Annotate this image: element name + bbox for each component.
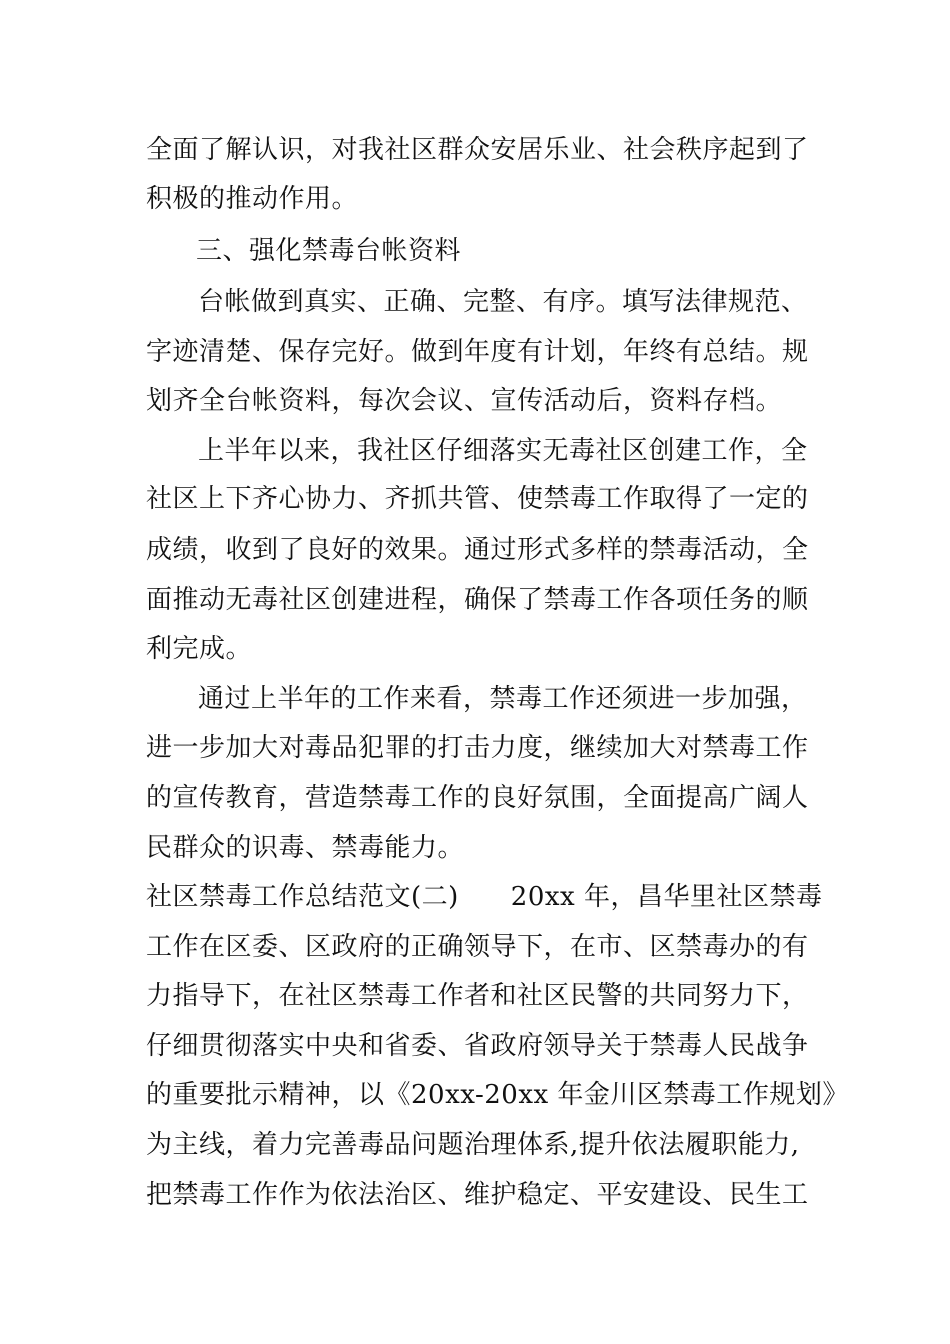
text-line: 进一步加大对毒品犯罪的打击力度，继续加大对禁毒工作 bbox=[146, 733, 809, 763]
text-line: 社区上下齐心协力、齐抓共管、使禁毒工作取得了一定的 bbox=[146, 484, 809, 514]
text-line: 的重要批示精神，以《20xx-20xx 年金川区禁毒工作规划》 bbox=[146, 1080, 849, 1110]
text-line: 上半年以来，我社区仔细落实无毒社区创建工作，全 bbox=[198, 436, 808, 466]
article-title: 社区禁毒工作总结范文(二) bbox=[146, 882, 459, 912]
text-line: 积极的推动作用。 bbox=[146, 184, 359, 214]
text-line: 把禁毒工作作为依法治区、维护稳定、平安建设、民生工 bbox=[146, 1180, 809, 1210]
text-line: 字迹清楚、保存完好。做到年度有计划，年终有总结。规 bbox=[146, 337, 809, 367]
text-line: 为主线，着力完善毒品问题治理体系,提升依法履职能力, bbox=[146, 1130, 800, 1160]
title-line bbox=[146, 882, 823, 912]
text-line: 全面了解认识，对我社区群众安居乐业、社会秩序起到了 bbox=[146, 135, 809, 165]
text-line: 台帐做到真实、正确、完整、有序。填写法律规范、 bbox=[198, 287, 808, 317]
text-line: 工作在区委、区政府的正确领导下，在市、区禁毒办的有 bbox=[146, 932, 809, 962]
text-line: 划齐全台帐资料，每次会议、宣传活动后，资料存档。 bbox=[146, 386, 783, 416]
text-line: 成绩，收到了良好的效果。通过形式多样的禁毒活动，全 bbox=[146, 535, 809, 565]
text-line: 民群众的识毒、禁毒能力。 bbox=[146, 833, 465, 863]
text-line: 力指导下，在社区禁毒工作者和社区民警的共同努力下， bbox=[146, 981, 809, 1011]
section-heading: 三、强化禁毒台帐资料 bbox=[196, 236, 462, 266]
text-line: 通过上半年的工作来看，禁毒工作还须进一步加强， bbox=[198, 684, 808, 714]
text-line: 面推动无毒社区创建进程，确保了禁毒工作各项任务的顺 bbox=[146, 585, 809, 615]
text-line: 仔细贯彻落实中央和省委、省政府领导关于禁毒人民战争 bbox=[146, 1031, 809, 1061]
text-line: 的宣传教育，营造禁毒工作的良好氛围，全面提高广阔人 bbox=[146, 783, 809, 813]
text-line: 20xx 年，昌华里社区禁毒 bbox=[510, 882, 823, 912]
text-line: 利完成。 bbox=[146, 634, 253, 664]
